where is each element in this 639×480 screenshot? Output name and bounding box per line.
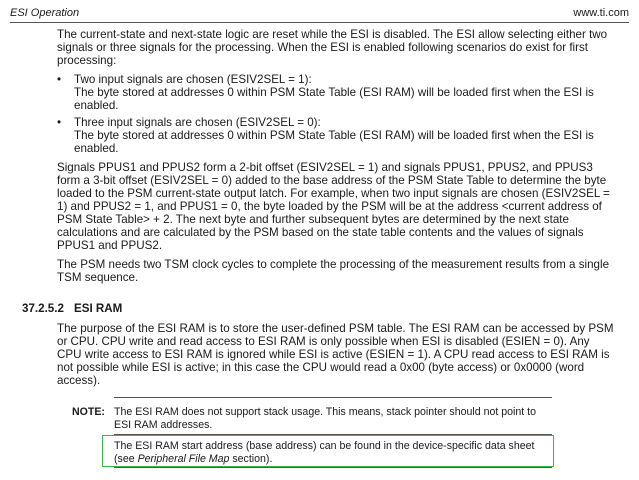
list-item-title: Three input signals are chosen (ESIV2SEL = 0): [74, 116, 321, 129]
note-label: NOTE: [72, 406, 105, 418]
section-body: The purpose of the ESI RAM is to store the user-defined PSM table. The ESI RAM can be accessed by PSM or CPU. CPU write and read access to ESI RAM is only possible when ESI is disabled (ESIEN = 0). Any CPU write access to ESI RAM is ignored while ESI is active (ESIEN = 1). A CPU read access to ESI RAM is not possible while ESI is active; in this case the CPU would read a 0x00 (byte access) or 0x0000 (word access). [57, 322, 614, 387]
section-heading [22, 302, 122, 315]
note-bottom-rule [114, 467, 552, 468]
scenario-list [57, 73, 617, 155]
intro-paragraph-3: The PSM needs two TSM clock cycles to complete the processing of the measurement results from a single TSM sequence. [57, 258, 610, 284]
bullet-icon: • [57, 116, 62, 129]
section-number: 37.2.5.2 [22, 302, 64, 315]
note-item-2-suffix: section). [229, 453, 273, 465]
note-top-rule [114, 397, 552, 398]
header-section-title: ESI Operation [10, 7, 80, 19]
page-header [10, 6, 629, 23]
list-item [57, 73, 617, 112]
intro-paragraph-1: The current-state and next-state logic are reset while the ESI is disabled. The ESI allow selecting either two signals or three signals for the processing. When the ESI is enabled following scenarios do exist for first processing: [57, 28, 608, 67]
intro-paragraph-2: Signals PPUS1 and PPUS2 form a 2-bit offset (ESIV2SEL = 1) and signals PPUS1, PPUS2, and PPUS3 form a 3-bit offset (ESIV2SEL = 0) added to the base address of the PSM State Table to determine the byte loaded to the PSM current-state output latch. For example, when two input signals are chosen (ESIV2SEL = 1) and PPUS2 = 1, and PPUS1 = 0, the byte loaded by the PSM will be at the address <current address of PSM State Table> + 2. The next byte and further subsequent bytes are determined by the next state calculations and are calculated by the PSM based on the state table contents and the values of signals PPUS1 and PPUS2. [57, 161, 610, 252]
header-site: www.ti.com [573, 7, 629, 19]
list-item [57, 116, 617, 155]
section-title: ESI RAM [74, 302, 123, 315]
note-item-1: The ESI RAM does not support stack usage. This means, stack pointer should not point to ESI RAM addresses. [114, 406, 537, 431]
list-item-title: Two input signals are chosen (ESIV2SEL = 1): [74, 73, 312, 86]
list-item-detail: The byte stored at addresses 0 within PSM State Table (ESI RAM) will be loaded first when the ESI is enabled. [74, 129, 594, 155]
intro-content [57, 28, 617, 290]
note-item-2 [114, 440, 548, 466]
peripheral-file-map-reference: Peripheral File Map [137, 453, 230, 465]
note-item-2-prefix: The ESI RAM start address (base address) can be found in the device-specific data sheet (see [114, 440, 535, 465]
bullet-icon: • [57, 73, 62, 86]
list-item-detail: The byte stored at addresses 0 within PSM State Table (ESI RAM) will be loaded first when the ESI is enabled. [74, 86, 594, 112]
